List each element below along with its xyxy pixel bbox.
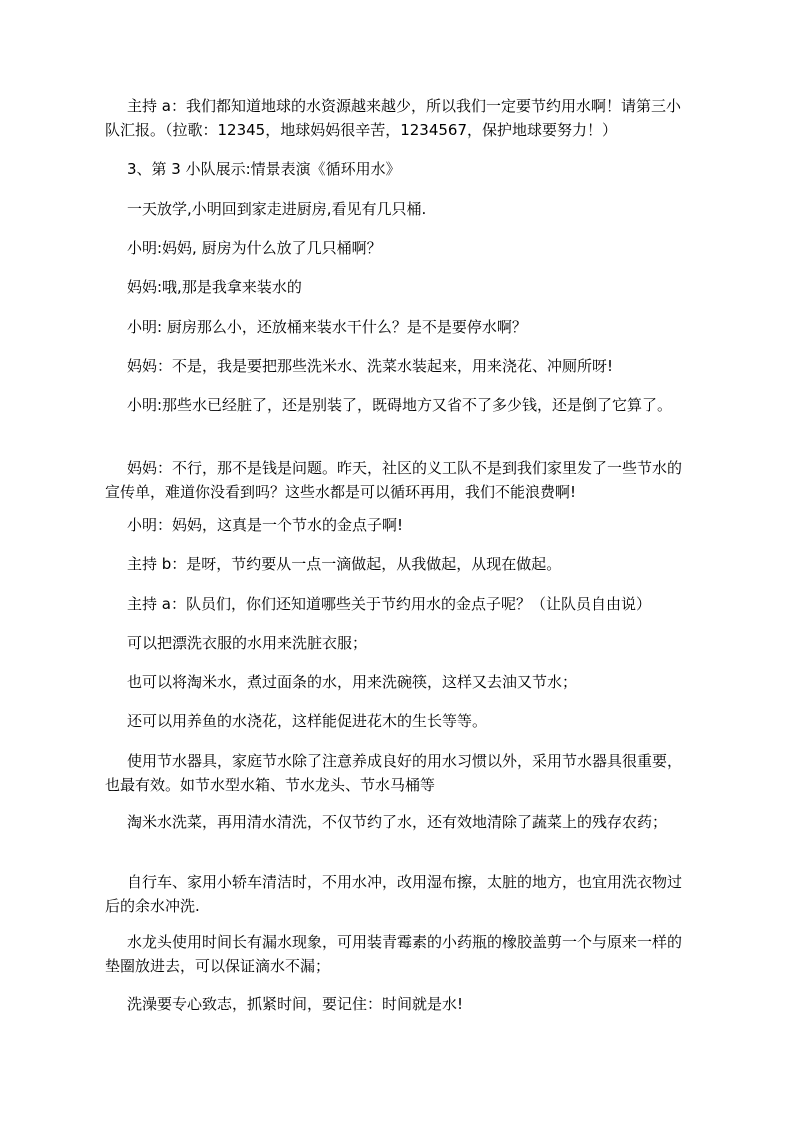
- paragraph-xiaoming-3: 小明:那些水已经脏了，还是别装了，既碍地方又省不了多少钱，还是倒了它算了。: [127, 396, 673, 414]
- paragraph-tip-rice-water: 也可以将淘米水，煮过面条的水，用来洗碗筷，这样又去油又节水；: [127, 673, 578, 691]
- paragraph-tip-laundry: 可以把漂洗衣服的水用来洗脏衣服；: [127, 634, 368, 652]
- paragraph-mother-2: 妈妈：不是，我是要把那些洗米水、洗菜水装起来，用来浇花、冲厕所呀!: [127, 357, 614, 375]
- paragraph-xiaoming-2: 小明: 厨房那么小，还放桶来装水干什么？是不是要停水啊？: [127, 318, 527, 336]
- paragraph-xiaoming-1: 小明:妈妈, 厨房为什么放了几只桶啊？: [127, 239, 382, 257]
- paragraph-tip-vehicles: 自行车、家用小轿车清洁时，不用水冲，改用湿布擦，太脏的地方，也宜用洗衣物过后的余水冲洗.: [105, 873, 683, 915]
- paragraph-xiaoming-4: 小明：妈妈，这真是一个节水的金点子啊!: [127, 516, 404, 534]
- paragraph-tip-faucet: 水龙头使用时间长有漏水现象，可用装青霉素的小药瓶的橡胶盖剪一个与原来一样的垫圈放进去，可以保证滴水不漏；: [105, 933, 683, 975]
- paragraph-host-b: 主持 b：是呀，节约要从一点一滴做起，从我做起，从现在做起。: [127, 555, 562, 573]
- paragraph-tip-shower: 洗澡要专心致志，抓紧时间，要记住：时间就是水!: [127, 995, 464, 1013]
- paragraph-mother-1: 妈妈:哦,那是我拿来装水的: [127, 278, 302, 296]
- paragraph-host-a-question: 主持 a：队员们，你们还知道哪些关于节约用水的金点子呢？（让队员自由说）: [127, 595, 651, 613]
- paragraph-host-a-intro: 主持 a：我们都知道地球的水资源越来越少，所以我们一定要节约用水啊！请第三小队汇报。（拉歌：12345，地球妈妈很辛苦，1234567，保护地球要努力！）: [105, 97, 681, 139]
- paragraph-tip-fish-water: 还可以用养鱼的水浇花，这样能促进花木的生长等等。: [127, 712, 488, 730]
- paragraph-squad-3-heading: 3、第 3 小队展示:情景表演《循环用水》: [127, 160, 401, 178]
- paragraph-tip-vegetables: 淘米水洗菜，再用清水清洗，不仅节约了水，还有效地清除了蔬菜上的残存农药；: [127, 813, 668, 831]
- paragraph-tip-appliances: 使用节水器具，家庭节水除了注意养成良好的用水习惯以外，采用节水器具很重要，也最有效。如节水型水箱、节水龙头、节水马桶等: [105, 752, 683, 794]
- paragraph-scene-intro: 一天放学,小明回到家走进厨房,看见有几只桶.: [127, 200, 427, 218]
- paragraph-mother-3: 妈妈：不行，那不是钱是问题。昨天，社区的义工队不是到我们家里发了一些节水的宣传单，难道你没看到吗？这些水都是可以循环再用，我们不能浪费啊!: [105, 459, 683, 501]
